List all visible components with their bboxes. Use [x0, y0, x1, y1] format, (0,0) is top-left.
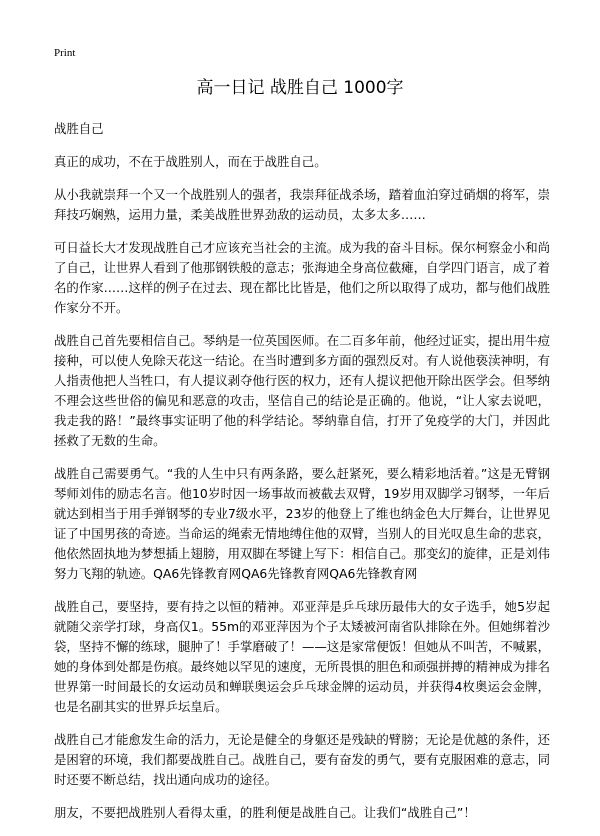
article-paragraph: 朋友，不要把战胜别人看得太重，的胜利便是战胜自己。让我们“战胜自己”！: [54, 805, 476, 820]
article-paragraph: 真正的成功，不在于战胜别人，而在于战胜自己。: [54, 154, 327, 169]
article-paragraph: 战胜自己需要勇气。“我的人生中只有两条路，要么赶紧死，要么精彩地活着。”这是无臂钢琴师刘伟的励志名言。他10岁时因一场事故而被截去双臂，19岁用双脚学习钢琴，一年后就达到相当于用手弹钢琴的专业7级水平，23岁的他登上了维也纳金色大厅舞台，让世界见证了中国男孩的奇迹。当命运的绳索无情地缚住他的双臂，当别人的目光叹息生命的悲哀，他依然固执地为梦想插上翅膀，用双脚在琴键上写下：相信自己。那变幻的旋律，正是刘伟努力飞翔的轨迹。QA6先锋教育网QA6先锋教育网QA6先锋教育网: [54, 466, 550, 581]
article-paragraph: 可日益长大才发现战胜自己才应该充当社会的主流。成为我的奋斗目标。保尔柯察金小和尚了自己，让世界人看到了他那钢铁般的意志；张海迪全身高位截瘫，自学四门语言，成了着名的作家……这样的例子在过去、现在都比比皆是，他们之所以取得了成功，都与他们战胜作家分不开。: [54, 240, 550, 315]
article-paragraph: 战胜自己首先要相信自己。琴纳是一位英国医师。在二百多年前，他经过证实，提出用牛痘接种，可以使人免除天花这一结论。在当时遭到多方面的强烈反对。有人说他亵渎神明，有人指责他把人当牲口，有人提议剥夺他行医的权力，还有人提议把他开除出医学会。但琴纳不理会这些世俗的偏见和恶意的攻击，坚信自己的结论是正确的。他说，“让人家去说吧，我走我的路！”最终事实证明了他的科学结论。琴纳靠自信，打开了免疫学的大门，并因此拯救了无数的生命。: [54, 333, 550, 448]
article-paragraph: 战胜自己才能愈发生命的活力，无论是健全的身躯还是残缺的臂膀；无论是优越的条件，还是困窘的环境，我们都要战胜自己。战胜自己，要有奋发的勇气，要有克服困难的意志，同时还要不断总结，找出通向成功的途径。: [54, 732, 550, 787]
article-subtitle: 战胜自己: [54, 121, 104, 136]
article-paragraph: 战胜自己，要坚持，要有持之以恒的精神。邓亚萍是乒乓球历最伟大的女子选手，她5岁起就随父亲学打球，身高仅1。55m的邓亚萍因为个子太矮被河南省队排除在外。但她绑着沙袋，坚持不懈的练球，腿肿了！手掌磨破了！——这是家常便饭！但她从不叫苦，不喊累，她的身体到处都是伤痕。最终她以罕见的速度，无所畏惧的胆色和顽强拼搏的精神成为排名世界第一时间最长的女运动员和蝉联奥运会乒乓球金牌的运动员，并获得4枚奥运会金牌，也是名副其实的世界乒坛皇后。: [54, 599, 550, 714]
article-body: [54, 119, 550, 836]
print-link[interactable]: Print: [54, 47, 76, 59]
article-paragraph: 从小我就崇拜一个又一个战胜别人的强者，我崇拜征战杀场，踏着血泊穿过硝烟的将军，崇拜技巧娴熟，运用力量，柔美战胜世界劲敌的运动员，太多太多……: [54, 187, 550, 222]
page-title: 高一日记 战胜自己 1000字: [196, 78, 404, 98]
